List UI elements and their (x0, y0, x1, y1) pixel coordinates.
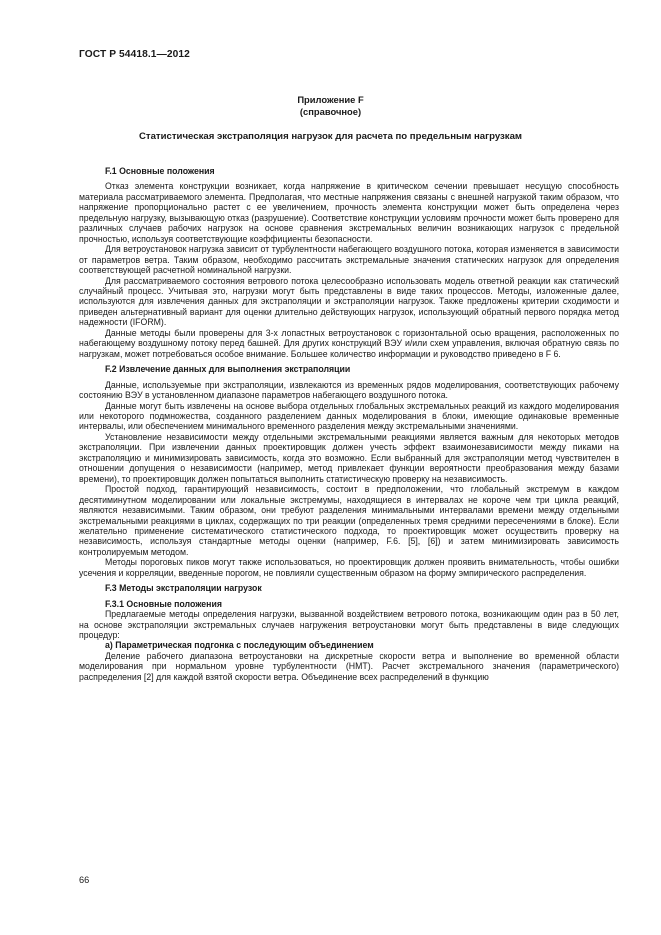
paragraph: Для рассматриваемого состояния ветрового потока целесообразно использовать модель ответной реакции как статический случайный процесс. Учитывая это, нагрузки могут быть представлены в виде таких процессов. Методы, изложенные далее, используются для извлечения данных для экстраполяции и экстраполяции нагрузок. Также предложены критерии сходимости и приведен альтернативный вариант для оценки длительно действующих нагрузок, использующий обратный первого порядка метод надежности (IFORM). (79, 275, 619, 328)
paragraph: Данные методы были проверены для 3-х лопастных ветроустановок с горизонтальной осью вращения, расположенных по набегающему воздушному потоку перед башней. Для других конструкций ВЭУ и/или схем управления, включая обратную связь по нагрузкам, может потребоваться особое внимание. Большее количество информации и руководство приведено в F 6. (79, 327, 619, 359)
item-a-heading: а) Параметрическая подгонка с последующим объединением (105, 640, 374, 651)
document-title: Статистическая экстраполяция нагрузок для расчета по предельным нагрузкам (138, 131, 523, 142)
section-f1-heading: F.1 Основные положения (105, 166, 215, 176)
page-number: 66 (79, 875, 90, 885)
paragraph: Простой подход, гарантирующий независимость, состоит в предположении, что глобальный экстремум в каждом десятиминутном моделировании или локальные экстремумы, находящиеся в интервалах не короче чем три цикла реакций, являются независимыми. Таким образом, они требуют разделения минимальными интервалами времени между отдельными экстремальными реакциями в циклах, содержащих по три реакции (определенных тремя средними пересечениями в блоке). Если желательно применение систематического статистического подхода, то проектировщик может осуществить проверку на независимость, используя стандартные методы оценки (например, F.6. [5], [6]) и затем минимизировать зависимость контролируемым методом. (79, 484, 619, 557)
paragraph: Данные, используемые при экстраполяции, извлекаются из временных рядов моделирования, соответствующих рабочему состоянию ВЭУ в установленном диапазоне параметров набегающего воздушного потока. (79, 379, 619, 401)
paragraph: Отказ элемента конструкции возникает, когда напряжение в критическом сечении превышает несущую способность материала рассматриваемого элемента. Предполагая, что местные напряжения связаны с внешней нагрузкой таким образом, что напряжение пропорционально растет с ее увеличением, прочность элемента конструкции может быть определена через предельную нагрузку, вызывающую отказ (разрушение). Соответствие конструкции условиям прочности может быть проверено для различных случаев рабочих нагрузок на основе сравнения экстремальных величин возникающих нагрузок с предельной прочностью, используя соответствующие коэффициенты безопасности. (79, 181, 619, 244)
paragraph: Предлагаемые методы определения нагрузки, вызванной воздействием ветрового потока, возникающим один раз в 50 лет, на основе экстраполяции экстремальных случаев нагружения ветроустановки могут быть представлены в виде следующих процедур: (79, 609, 619, 641)
annex-status: (справочное) (299, 105, 362, 117)
paragraph: Данные могут быть извлечены на основе выбора отдельных глобальных экстремальных реакций из каждого моделирования или некоторого подмножества, созданного разделением данных моделирования в блоки, имеющие одинаковые временные интервалы, или обеспечением минимального временного разделения между экстремальными значениями. (79, 400, 619, 432)
annex-block (0, 94, 661, 117)
section-f3-heading: F.3 Методы экстраполяции нагрузок (105, 583, 262, 594)
paragraph: Методы пороговых пиков могут также использоваться, но проектировщик должен проявить внимательность, чтобы ошибки усечения и корреляции, введенные порогом, не повлияли существенным образом на форму эмпирического распределения. (79, 557, 619, 578)
paragraph: Для ветроустановок нагрузка зависит от турбулентности набегающего воздушного потока, которая изменяется в зависимости от параметров ветра. Таким образом, необходимо рассчитать экстремальные значения статических нагрузок для определения соответствующей расчетной номинальной нагрузки. (79, 244, 619, 276)
subsection-f3-1-heading: F.3.1 Основные положения (105, 598, 222, 609)
section-f2-heading: F.2 Извлечение данных для выполнения экстраполяции (105, 364, 351, 375)
page-header-standard: ГОСТ Р 54418.1—2012 (79, 49, 190, 60)
annex-title: Приложение F (297, 94, 364, 105)
paragraph: Деление рабочего диапазона ветроустановки на дискретные скорости ветра и выполнение во временной области моделирования при нормальном уровне турбулентности (НМТ). Расчет экстремального значения (параметрического) распределения [2] для каждой взятой скорости ветра. Объединение всех распределений в функцию (79, 650, 619, 682)
paragraph: Установление независимости между отдельными экстремальными реакциями является важным для некоторых методов экстраполяции. При извлечении данных проектировщик должен учесть эффект взаимонезависимости между пиками на экстраполяцию и минимизировать зависимость, когда это возможно. Если выбранный для экстраполяции метод чувствителен в отношении допущения о независимости (например, метод привлекает функции вероятности преобразования между базами времени), то проектировщик должен попытаться выполнить статистическую проверку на независимость. (79, 431, 619, 484)
document-body (79, 166, 619, 682)
